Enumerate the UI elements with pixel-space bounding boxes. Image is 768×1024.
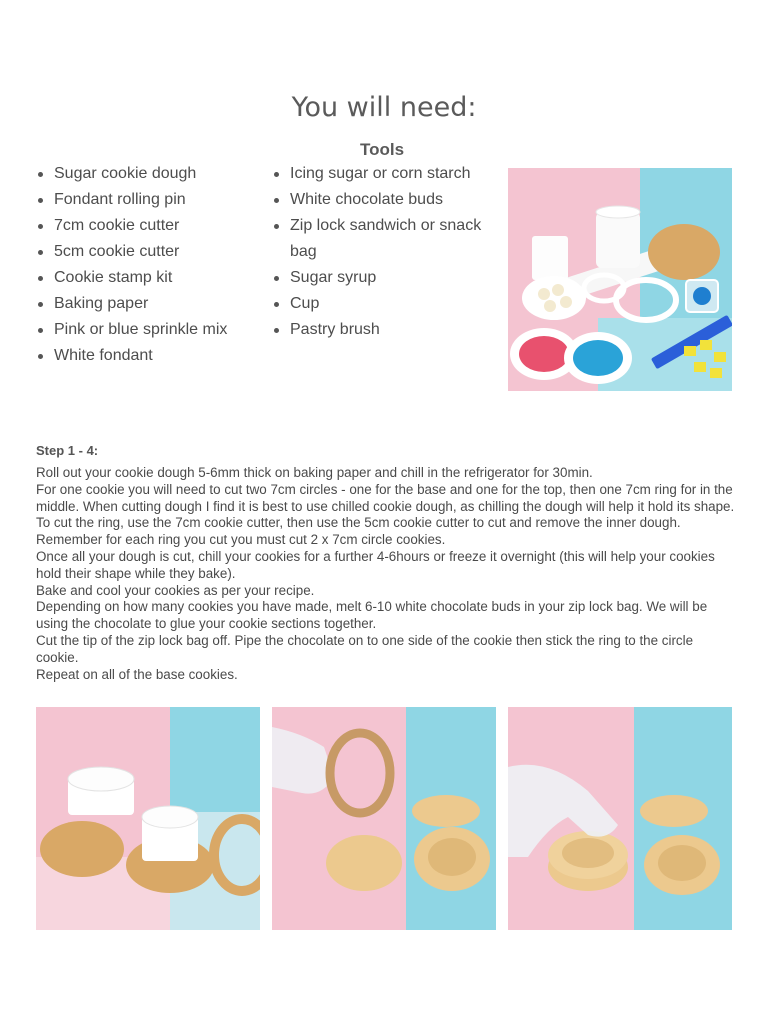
instruction-paragraph: Depending on how many cookies you have made, melt 6-10 white chocolate buds in your zip lock bag. We will be using the chocolate to glue your cookie sections together. [36, 599, 708, 632]
list-item: White chocolate buds [272, 187, 502, 213]
tools-subtitle: Tools [360, 140, 405, 159]
instruction-paragraph: For one cookie you will need to cut two 7cm circles - one for the base and one for the top, then one 7cm ring for in the middle. When cutting dough I find it is best to use chilled cookie dough, as chilling the dough will help it hold its shape. [36, 481, 735, 514]
step-heading: Step 1 - 4: [36, 443, 99, 458]
list-item: Baking paper [36, 291, 266, 317]
list-item: Pink or blue sprinkle mix [36, 317, 266, 343]
instruction-paragraph: To cut the ring, use the 7cm cookie cutter, then use the 5cm cookie cutter to cut and remove the inner dough. Remember for each ring you cut you must cut 2 x 7cm circle cookies. [36, 515, 681, 548]
list-item: White fondant [36, 343, 266, 369]
list-item: 7cm cookie cutter [36, 213, 266, 239]
list-item: Sugar cookie dough [36, 161, 266, 187]
list-item: Icing sugar or corn starch [272, 161, 502, 187]
list-item: Cup [272, 291, 502, 317]
page-title: You will need: [291, 92, 477, 123]
tools-list-left [36, 161, 266, 369]
list-item: 5cm cookie cutter [36, 239, 266, 265]
instruction-paragraph: Cut the tip of the zip lock bag off. Pipe the chocolate on to one side of the cookie then stick the ring to the circle cookie. [36, 632, 694, 665]
instruction-paragraph: Once all your dough is cut, chill your cookies for a further 4-6hours or freeze it overnight (this will help your cookies hold their shape while they bake). [36, 548, 715, 581]
instruction-paragraph: Repeat on all of the base cookies. [36, 666, 238, 682]
list-item: Zip lock sandwich or snack bag [272, 213, 502, 265]
list-item: Fondant rolling pin [36, 187, 266, 213]
instruction-paragraph: Bake and cool your cookies as per your recipe. [36, 582, 315, 598]
list-item: Pastry brush [272, 317, 502, 343]
step-photo-ring [272, 707, 496, 930]
instruction-paragraph: Roll out your cookie dough 5-6mm thick on baking paper and chill in the refrigerator for 30min. [36, 465, 593, 480]
list-item: Sugar syrup [272, 265, 502, 291]
tools-list-right [272, 161, 502, 343]
list-item: Cookie stamp kit [36, 265, 266, 291]
step-photo-cutting [36, 707, 260, 930]
step-instructions [36, 465, 736, 683]
step-photo-stacking [508, 707, 732, 930]
tools-photo [508, 168, 732, 391]
